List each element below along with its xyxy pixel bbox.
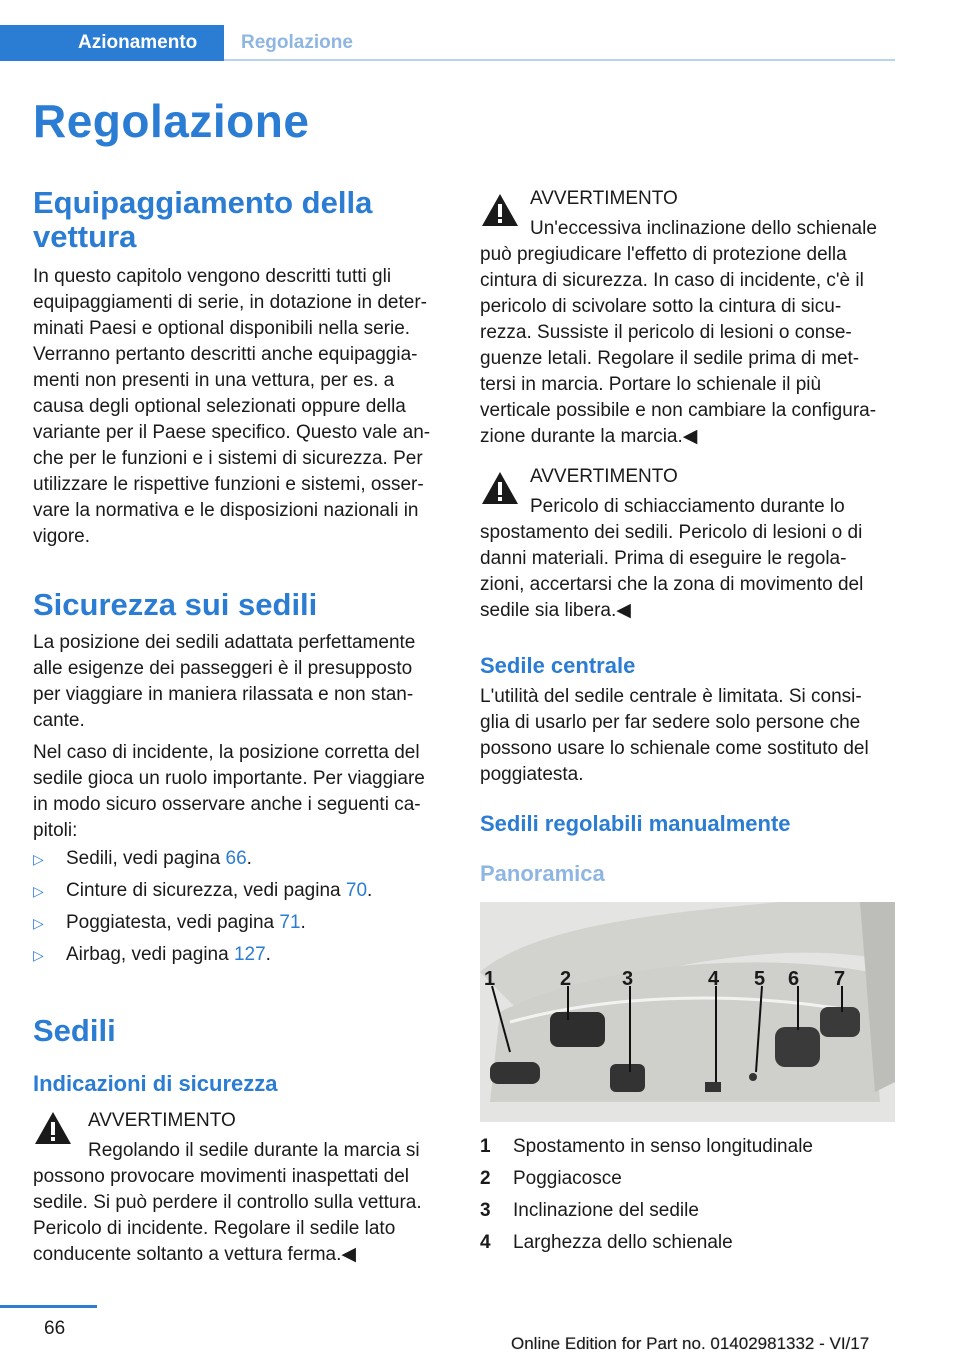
legend-number: 2 bbox=[480, 1168, 491, 1189]
warning-label: AVVERTIMENTO bbox=[530, 466, 678, 487]
text-line: menti non presenti in una vettura, per es. a bbox=[33, 370, 395, 391]
page-link-127[interactable]: 127 bbox=[233, 944, 266, 965]
text-line: variante per il Paese specifico. Questo vale an‐ bbox=[33, 422, 431, 443]
heading-sicurezza-sedili: Sicurezza sui sedili bbox=[33, 587, 318, 622]
center-paragraph bbox=[480, 684, 869, 788]
chapter-tabs bbox=[0, 25, 895, 61]
legend-text: Larghezza dello schienale bbox=[513, 1232, 733, 1253]
seat-controls-figure bbox=[480, 902, 895, 1122]
bullet-end: . bbox=[246, 848, 252, 869]
text-line: Regolando il sedile durante la marcia si bbox=[88, 1140, 420, 1161]
triangle-bullet-icon: ▷ bbox=[33, 851, 44, 867]
tab-azionamento[interactable]: Azionamento bbox=[0, 25, 224, 61]
heading-sedile-centrale: Sedile centrale bbox=[480, 653, 636, 678]
figure-label: 7 bbox=[834, 968, 846, 990]
warning-label: AVVERTIMENTO bbox=[530, 188, 678, 209]
bullet-end: . bbox=[265, 944, 271, 965]
text-line: sedile sia libera.◀ bbox=[480, 600, 631, 621]
text-line: glia di usarlo per far sedere solo persone che bbox=[480, 712, 861, 733]
text-line: tersi in marcia. Portare lo schienale il più bbox=[480, 374, 822, 395]
figure-label: 5 bbox=[754, 968, 766, 990]
text-line: Un'eccessiva inclinazione dello schienale bbox=[530, 218, 877, 239]
legend-number: 3 bbox=[480, 1200, 491, 1221]
text-line: minati Paesi e optional disponibili nella serie. bbox=[33, 318, 411, 339]
text-line: può pregiudicare l'effetto di protezione della bbox=[480, 244, 847, 265]
text-line: cante. bbox=[33, 710, 85, 731]
page-link-71[interactable]: 71 bbox=[279, 912, 301, 933]
text-line: L'utilità del sedile centrale è limitata. Si consi‐ bbox=[480, 686, 862, 707]
text-line: danni materiali. Prima di eseguire le regola‐ bbox=[480, 548, 847, 569]
legend-text: Inclinazione del sedile bbox=[513, 1200, 699, 1221]
text-line: pericolo di scivolare sotto la cintura di sicu‐ bbox=[480, 296, 842, 317]
text-line: verticale possibile e non cambiare la configura‐ bbox=[480, 400, 877, 421]
bullet-end: . bbox=[367, 880, 373, 901]
legend-text: Spostamento in senso longitudinale bbox=[513, 1136, 813, 1157]
legend-number: 4 bbox=[480, 1232, 491, 1253]
warning1-body bbox=[33, 1164, 422, 1268]
figure-label: 6 bbox=[788, 968, 800, 990]
text-line: sedile. Si può perdere il controllo sulla vettura. bbox=[33, 1192, 422, 1213]
page-title: Regolazione bbox=[33, 95, 310, 147]
heading-sedili-manuali: Sedili regolabili manualmente bbox=[480, 811, 791, 836]
page-number: 66 bbox=[44, 1318, 66, 1339]
text-line: La posizione dei sedili adattata perfettamente bbox=[33, 632, 416, 653]
tab-divider bbox=[224, 59, 895, 61]
bullet-text: Airbag, vedi pagina bbox=[66, 944, 234, 965]
text-line: Pericolo di schiacciamento durante lo bbox=[530, 496, 845, 517]
tab-regolazione[interactable]: Regolazione bbox=[241, 32, 353, 53]
bullet-text: Sedili, vedi pagina bbox=[66, 848, 226, 869]
text-line: zioni, accertarsi che la zona di movimento del bbox=[480, 574, 864, 595]
page-link-66[interactable]: 66 bbox=[225, 848, 247, 869]
warning-triangle-icon bbox=[33, 1110, 73, 1146]
text-line: Verranno pertanto descritti anche equipaggia‐ bbox=[33, 344, 418, 365]
heading-panoramica: Panoramica bbox=[480, 861, 605, 886]
text-line: spostamento dei sedili. Pericolo di lesioni o di bbox=[480, 522, 863, 543]
text-line: possono provocare movimenti inaspettati del bbox=[33, 1166, 409, 1187]
warning-triangle-icon bbox=[480, 192, 520, 228]
text-line: utilizzare le rispettive funzioni e sistemi, osser‐ bbox=[33, 474, 424, 495]
heading-equipaggiamento: Equipaggiamento della vettura bbox=[33, 185, 373, 254]
bullet-end: . bbox=[300, 912, 306, 933]
text-line: zione durante la marcia.◀ bbox=[480, 426, 698, 447]
safety-paragraph-1 bbox=[33, 630, 415, 734]
warning3-body bbox=[480, 520, 863, 624]
text-line: possono usare lo schienale come sostituto del bbox=[480, 738, 869, 759]
warning-triangle-icon bbox=[480, 470, 520, 506]
figure-label: 4 bbox=[708, 968, 720, 990]
warning2-body bbox=[480, 242, 876, 450]
warning1-first-line-wrap bbox=[88, 1138, 420, 1164]
footer-edition: Online Edition for Part no. 01402981332 - VI/17 bbox=[511, 1334, 870, 1353]
text-line: sedile gioca un ruolo importante. Per viaggiare bbox=[33, 768, 425, 789]
text-line: rezza. Sussiste il pericolo di lesioni o conse‐ bbox=[480, 322, 852, 343]
page-number-bar bbox=[0, 1305, 97, 1308]
warning-label: AVVERTIMENTO bbox=[88, 1110, 236, 1131]
text-line: vigore. bbox=[33, 526, 91, 547]
triangle-bullet-icon: ▷ bbox=[33, 947, 44, 963]
heading-indicazioni-sicurezza: Indicazioni di sicurezza bbox=[33, 1071, 278, 1096]
text-line: che per le funzioni e i sistemi di sicurezza. Per bbox=[33, 448, 423, 469]
text-line: causa degli optional selezionati oppure della bbox=[33, 396, 406, 417]
text-line: vare la normativa e le disposizioni nazionali in bbox=[33, 500, 419, 521]
safety-paragraph-2 bbox=[33, 740, 425, 844]
text-line: In questo capitolo vengono descritti tutti gli bbox=[33, 266, 392, 287]
legend-number: 1 bbox=[480, 1136, 491, 1157]
text-line: equipaggiamenti di serie, in dotazione in deter‐ bbox=[33, 292, 427, 313]
text-line: cintura di sicurezza. In caso di incidente, c'è il bbox=[480, 270, 864, 291]
seat-illustration bbox=[480, 902, 895, 1122]
bullet-text: Poggiatesta, vedi pagina bbox=[66, 912, 280, 933]
text-line: pitoli: bbox=[33, 820, 78, 841]
text-line: Nel caso di incidente, la posizione corretta del bbox=[33, 742, 420, 763]
text-line: Pericolo di incidente. Regolare il sedile lato bbox=[33, 1218, 396, 1239]
text-line: conducente soltanto a vettura ferma.◀ bbox=[33, 1244, 357, 1265]
text-line: poggiatesta. bbox=[480, 764, 584, 785]
triangle-bullet-icon: ▷ bbox=[33, 883, 44, 899]
heading-sedili: Sedili bbox=[33, 1013, 116, 1048]
text-line: alle esigenze dei passeggeri è il presupposto bbox=[33, 658, 413, 679]
legend-text: Poggiacosce bbox=[513, 1168, 622, 1189]
figure-label: 1 bbox=[484, 968, 496, 990]
figure-label: 2 bbox=[560, 968, 572, 990]
figure-label: 3 bbox=[622, 968, 634, 990]
page-link-70[interactable]: 70 bbox=[345, 880, 368, 901]
bullet-text: Cinture di sicurezza, vedi pagina bbox=[66, 880, 346, 901]
triangle-bullet-icon: ▷ bbox=[33, 915, 44, 931]
equip-paragraph bbox=[33, 264, 430, 550]
text-line: in modo sicuro osservare anche i seguenti ca‐ bbox=[33, 794, 421, 815]
text-line: guenze letali. Regolare il sedile prima di met‐ bbox=[480, 348, 860, 369]
text-line: per viaggiare in maniera rilassata e non stan‐ bbox=[33, 684, 414, 705]
